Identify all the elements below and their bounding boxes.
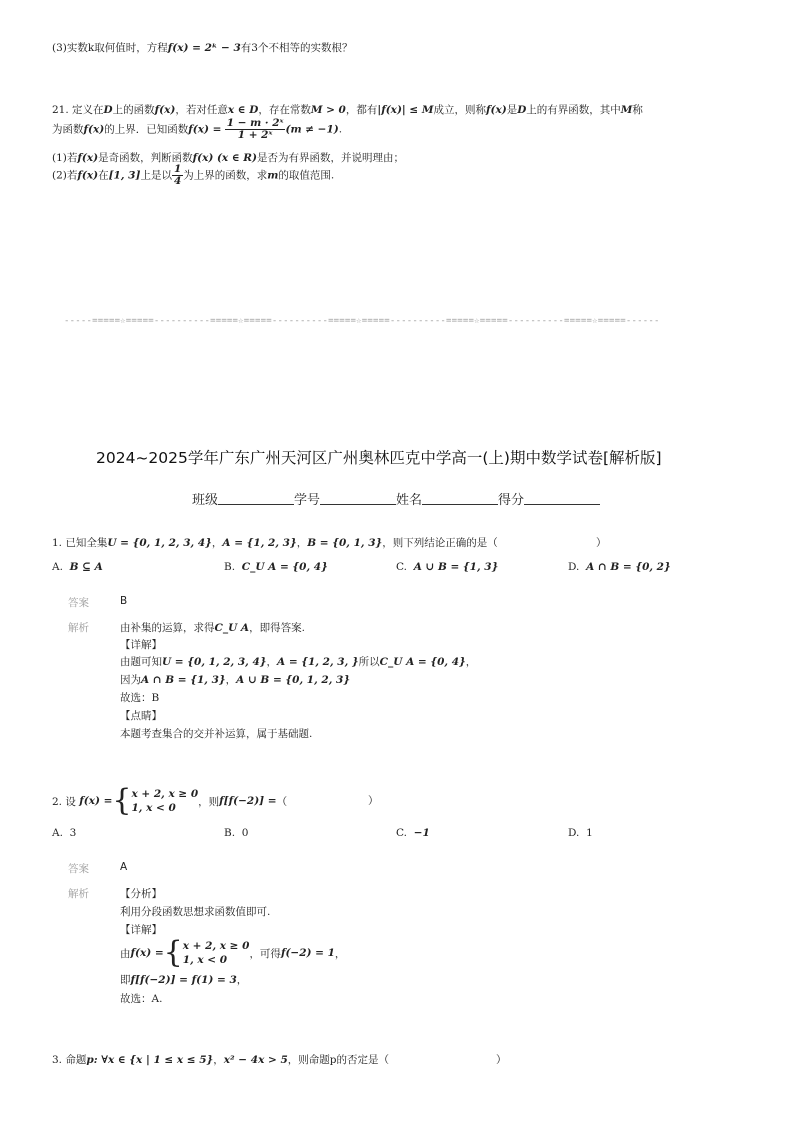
q21-part1: (1)若f(x)是奇函数，判断函数f(x) (x ∈ R)是否为有界函数，并说明理由； xyxy=(52,152,404,164)
q1-option-d[interactable]: D. A ∩ B = {0, 2} xyxy=(568,561,671,573)
q1-option-b[interactable]: B. C_U A = {0, 4} xyxy=(224,561,328,573)
q2-analysis-line4: 由 f(x) = { x + 2, x ≥ 0 1, x < 0 ，可得 f(−2) = 1 ， xyxy=(120,935,346,970)
score-field[interactable] xyxy=(524,492,600,505)
class-label: 班级 xyxy=(192,493,219,508)
q20-part3: (3)实数k取何值时，方程f(x) = 2ᵏ − 3有3个不相等的实数根？ xyxy=(52,42,353,54)
q1-answer-tag: 答案 xyxy=(68,597,89,609)
q2-stem: 2. 设 f(x) = { x + 2, x ≥ 0 1, x < 0 ，则 f[f(−2)] = （ xyxy=(52,783,288,818)
student-info-row xyxy=(192,489,600,508)
q1-remark-heading: 【点睛】 xyxy=(120,710,162,722)
q1-remark: 本题考查集合的交并补运算，属于基础题. xyxy=(120,728,313,740)
q3-stem-close: ） xyxy=(496,1054,507,1066)
q1-answer: B xyxy=(120,595,128,607)
q2-choice: 故选：A. xyxy=(120,993,163,1005)
id-label: 学号 xyxy=(294,493,321,508)
id-field[interactable] xyxy=(320,492,396,505)
score-label: 得分 xyxy=(498,493,525,508)
q2-piecewise: x + 2, x ≥ 0 1, x < 0 xyxy=(131,788,199,814)
name-label: 姓名 xyxy=(396,493,423,508)
q2-option-a[interactable]: A. 3 xyxy=(52,827,77,839)
q1-choice: 故选：B xyxy=(120,692,160,704)
q2-answer: A xyxy=(120,861,128,873)
q2-detail-heading: 【详解】 xyxy=(120,924,162,936)
q1-option-c[interactable]: C. A ∪ B = {1, 3} xyxy=(396,561,499,573)
name-field[interactable] xyxy=(422,492,498,505)
q2-answer-tag: 答案 xyxy=(68,863,89,875)
q1-analysis-line3: 由题可知U = {0, 1, 2, 3, 4}，A = {1, 2, 3, }所以C_U A = {0, 4}， xyxy=(120,656,477,668)
q1-analysis-line1: 由补集的运算，求得C_U A，即得答案. xyxy=(120,622,305,634)
q1-stem-close: ） xyxy=(596,537,607,549)
q21-part2: (2)若f(x)在[1, 3]上是以 $\frac{1}{4}$ 为上界的函数，求m的取值范围. xyxy=(52,163,335,188)
q2-analysis-brace: { xyxy=(163,935,183,970)
page-title: 2024~2025学年广东广州天河区广州奥林匹克中学高一(上)期中数学试卷[解析版] xyxy=(96,449,662,467)
q2-option-b[interactable]: B. 0 xyxy=(224,827,249,839)
q2-brace: { xyxy=(112,783,132,818)
q1-analysis-line4: 因为A ∩ B = {1, 3}，A ∪ B = {0, 1, 2, 3} xyxy=(120,674,351,686)
q3-stem: 3. 命题p: ∀x ∈ {x | 1 ≤ x ≤ 5}，x² − 4x > 5，则命题p的否定是（ xyxy=(52,1054,389,1066)
q21-line1: 21. 定义在D上的函数f(x)，若对任意x ∈ D，存在常数M > 0，都有|f(x)| ≤ M成立，则称f(x)是D上的有界函数，其中M称 xyxy=(52,104,643,116)
q2-stem-close: ） xyxy=(368,795,379,807)
q2-option-d[interactable]: D. 1 xyxy=(568,827,593,839)
q1-analysis-tag: 解析 xyxy=(68,622,89,634)
q21-quarter-fraction: $\frac{1}{4}$ xyxy=(173,163,182,188)
q2-analysis-piecewise: x + 2, x ≥ 0 1, x < 0 xyxy=(182,940,250,966)
q1-stem: 1. 已知全集U = {0, 1, 2, 3, 4}，A = {1, 2, 3}，B = {0, 1, 3}，则下列结论正确的是（ xyxy=(52,537,498,549)
q21-line2: 为函数f(x)的上界．已知函数f(x) = $\frac{\text{1 − m · 2ˣ}}{\text{1 + 2ˣ}}$ (m ≠ −1). xyxy=(52,117,343,142)
q21-fraction: $\frac{\text{1 − m · 2ˣ}}{\text{1 + 2ˣ}}$ xyxy=(226,117,284,142)
q1-detail-heading: 【详解】 xyxy=(120,639,162,651)
q2-analysis-line5: 即f[f(−2)] = f(1) = 3， xyxy=(120,974,248,986)
q1-option-a[interactable]: A. B ⊆ A xyxy=(52,561,103,573)
class-field[interactable] xyxy=(218,492,294,505)
q2-analysis-line2: 利用分段函数思想求函数值即可. xyxy=(120,906,271,918)
section-divider: -----=====☆=====----------=====☆=====----------=====☆=====----------=====☆=====----------=====☆=====------ xyxy=(64,316,660,326)
q2-analysis-heading: 【分析】 xyxy=(120,888,162,900)
q2-option-c[interactable]: C. −1 xyxy=(396,827,430,839)
q2-analysis-tag: 解析 xyxy=(68,888,89,900)
